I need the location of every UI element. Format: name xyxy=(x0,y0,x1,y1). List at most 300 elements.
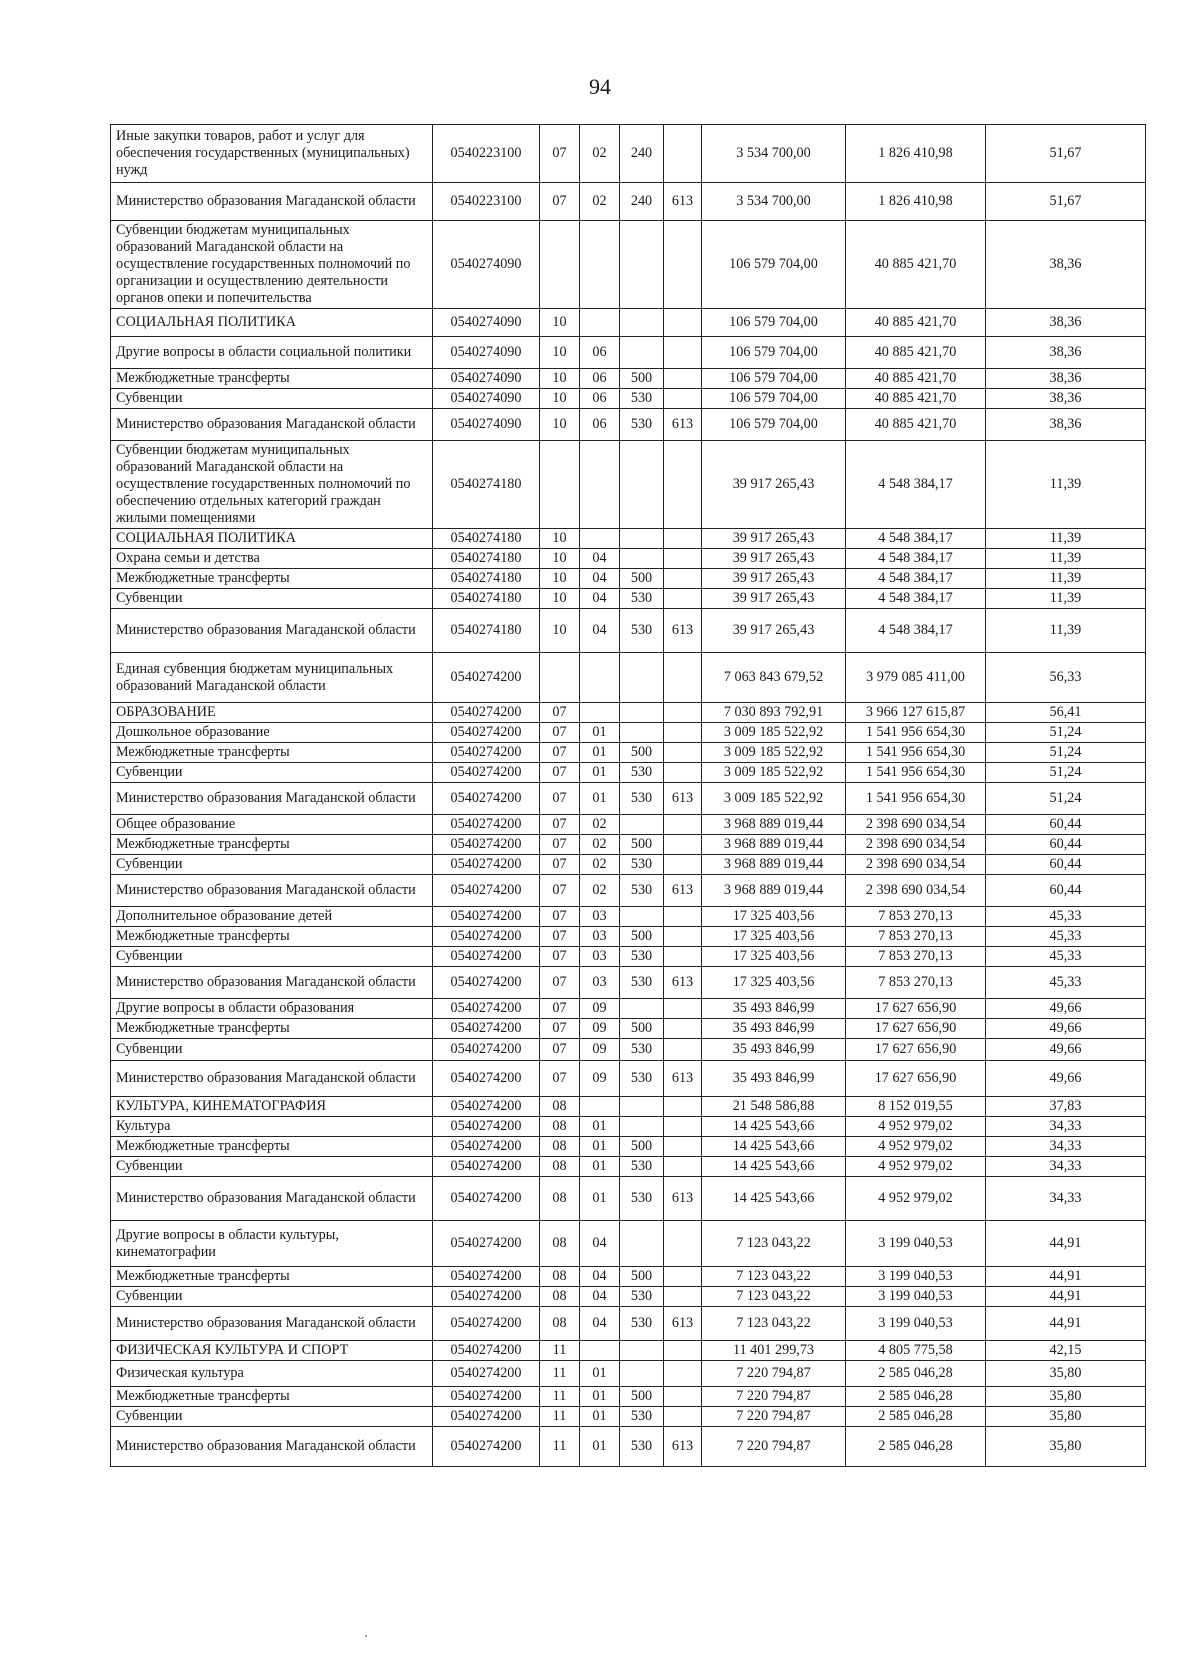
row-csr-code: 0540274200 xyxy=(433,1097,540,1117)
row-administrator-code xyxy=(664,1221,702,1267)
row-name: Субвенции бюджетам муниципальных образований Магаданской области на осуществление государственных полномочий по обеспечению отдельных категорий граждан жилыми помещениями xyxy=(111,441,433,529)
row-csr-code: 0540274200 xyxy=(433,1157,540,1177)
row-name: Субвенции xyxy=(111,1039,433,1061)
row-csr-code: 0540274200 xyxy=(433,1427,540,1467)
row-administrator-code xyxy=(664,815,702,835)
row-actual-amount: 2 398 690 034,54 xyxy=(846,875,986,907)
table-row xyxy=(111,389,1146,409)
row-expense-type xyxy=(620,1221,664,1267)
row-administrator-code xyxy=(664,1157,702,1177)
row-csr-code: 0540274200 xyxy=(433,1387,540,1407)
row-csr-code: 0540274090 xyxy=(433,337,540,369)
row-name: Министерство образования Магаданской области xyxy=(111,1307,433,1341)
row-csr-code: 0540274200 xyxy=(433,1407,540,1427)
row-administrator-code xyxy=(664,389,702,409)
row-expense-type xyxy=(620,549,664,569)
row-expense-type xyxy=(620,337,664,369)
row-section-code: 10 xyxy=(540,389,580,409)
row-administrator-code xyxy=(664,125,702,183)
row-plan-amount: 39 917 265,43 xyxy=(702,549,846,569)
table-row xyxy=(111,549,1146,569)
row-actual-amount: 4 548 384,17 xyxy=(846,529,986,549)
row-name: ОБРАЗОВАНИЕ xyxy=(111,703,433,723)
row-subsection-code: 01 xyxy=(580,1117,620,1137)
row-expense-type: 530 xyxy=(620,967,664,999)
table-row xyxy=(111,723,1146,743)
row-csr-code: 0540274200 xyxy=(433,927,540,947)
row-administrator-code: 613 xyxy=(664,409,702,441)
row-name: Единая субвенция бюджетам муниципальных образований Магаданской области xyxy=(111,653,433,703)
row-csr-code: 0540274180 xyxy=(433,529,540,549)
table-row xyxy=(111,1307,1146,1341)
row-actual-amount: 2 585 046,28 xyxy=(846,1387,986,1407)
row-subsection-code: 02 xyxy=(580,815,620,835)
row-section-code: 07 xyxy=(540,183,580,221)
row-section-code: 08 xyxy=(540,1287,580,1307)
table-row xyxy=(111,835,1146,855)
table-row xyxy=(111,1267,1146,1287)
row-name: Культура xyxy=(111,1117,433,1137)
row-plan-amount: 106 579 704,00 xyxy=(702,389,846,409)
row-name: Другие вопросы в области образования xyxy=(111,999,433,1019)
row-subsection-code: 01 xyxy=(580,1137,620,1157)
row-administrator-code xyxy=(664,999,702,1019)
row-actual-amount: 2 398 690 034,54 xyxy=(846,815,986,835)
row-name: Общее образование xyxy=(111,815,433,835)
row-csr-code: 0540274200 xyxy=(433,999,540,1019)
row-actual-amount: 4 548 384,17 xyxy=(846,569,986,589)
row-administrator-code xyxy=(664,1387,702,1407)
row-section-code: 10 xyxy=(540,569,580,589)
row-name: Межбюджетные трансферты xyxy=(111,927,433,947)
row-csr-code: 0540274200 xyxy=(433,947,540,967)
row-csr-code: 0540274090 xyxy=(433,409,540,441)
row-section-code: 07 xyxy=(540,967,580,999)
row-plan-amount: 7 123 043,22 xyxy=(702,1267,846,1287)
row-administrator-code: 613 xyxy=(664,609,702,653)
row-csr-code: 0540274200 xyxy=(433,855,540,875)
row-plan-amount: 21 548 586,88 xyxy=(702,1097,846,1117)
row-name: Дошкольное образование xyxy=(111,723,433,743)
row-percent: 34,33 xyxy=(986,1177,1146,1221)
row-actual-amount: 3 199 040,53 xyxy=(846,1221,986,1267)
row-percent: 38,36 xyxy=(986,221,1146,309)
row-subsection-code xyxy=(580,1341,620,1361)
row-section-code: 11 xyxy=(540,1341,580,1361)
row-section-code: 08 xyxy=(540,1307,580,1341)
table-row xyxy=(111,927,1146,947)
row-percent: 11,39 xyxy=(986,549,1146,569)
row-section-code: 07 xyxy=(540,1039,580,1061)
row-plan-amount: 3 968 889 019,44 xyxy=(702,815,846,835)
row-plan-amount: 3 009 185 522,92 xyxy=(702,743,846,763)
row-actual-amount: 40 885 421,70 xyxy=(846,369,986,389)
row-administrator-code xyxy=(664,1361,702,1387)
row-percent: 35,80 xyxy=(986,1361,1146,1387)
row-expense-type: 500 xyxy=(620,1267,664,1287)
row-administrator-code xyxy=(664,1097,702,1117)
row-expense-type: 530 xyxy=(620,783,664,815)
row-expense-type xyxy=(620,999,664,1019)
row-expense-type: 500 xyxy=(620,1137,664,1157)
row-section-code: 11 xyxy=(540,1407,580,1427)
row-administrator-code xyxy=(664,529,702,549)
row-plan-amount: 39 917 265,43 xyxy=(702,441,846,529)
row-actual-amount: 4 548 384,17 xyxy=(846,589,986,609)
row-expense-type: 530 xyxy=(620,389,664,409)
row-subsection-code: 02 xyxy=(580,125,620,183)
row-expense-type xyxy=(620,1117,664,1137)
row-name: Субвенции xyxy=(111,947,433,967)
table-row xyxy=(111,589,1146,609)
row-section-code: 10 xyxy=(540,609,580,653)
row-actual-amount: 1 541 956 654,30 xyxy=(846,783,986,815)
row-actual-amount: 4 805 775,58 xyxy=(846,1341,986,1361)
row-name: Межбюджетные трансферты xyxy=(111,1267,433,1287)
row-section-code: 07 xyxy=(540,723,580,743)
row-csr-code: 0540274200 xyxy=(433,835,540,855)
row-expense-type: 530 xyxy=(620,1407,664,1427)
row-plan-amount: 17 325 403,56 xyxy=(702,927,846,947)
row-subsection-code: 01 xyxy=(580,1177,620,1221)
row-plan-amount: 35 493 846,99 xyxy=(702,1039,846,1061)
table-row xyxy=(111,763,1146,783)
row-expense-type: 530 xyxy=(620,589,664,609)
table-body xyxy=(111,125,1146,1467)
row-subsection-code: 04 xyxy=(580,589,620,609)
row-subsection-code: 04 xyxy=(580,549,620,569)
row-actual-amount: 2 585 046,28 xyxy=(846,1407,986,1427)
row-administrator-code xyxy=(664,653,702,703)
row-percent: 51,67 xyxy=(986,125,1146,183)
row-plan-amount: 7 220 794,87 xyxy=(702,1387,846,1407)
row-actual-amount: 7 853 270,13 xyxy=(846,967,986,999)
row-actual-amount: 17 627 656,90 xyxy=(846,1019,986,1039)
row-plan-amount: 7 220 794,87 xyxy=(702,1407,846,1427)
row-subsection-code: 02 xyxy=(580,183,620,221)
row-percent: 49,66 xyxy=(986,1039,1146,1061)
row-expense-type: 500 xyxy=(620,743,664,763)
row-actual-amount: 1 541 956 654,30 xyxy=(846,763,986,783)
row-plan-amount: 3 009 185 522,92 xyxy=(702,763,846,783)
row-section-code: 07 xyxy=(540,743,580,763)
row-percent: 35,80 xyxy=(986,1387,1146,1407)
row-plan-amount: 3 009 185 522,92 xyxy=(702,783,846,815)
row-percent: 60,44 xyxy=(986,835,1146,855)
row-plan-amount: 106 579 704,00 xyxy=(702,409,846,441)
row-section-code: 07 xyxy=(540,907,580,927)
row-percent: 34,33 xyxy=(986,1157,1146,1177)
row-expense-type: 500 xyxy=(620,369,664,389)
row-administrator-code xyxy=(664,221,702,309)
row-percent: 11,39 xyxy=(986,529,1146,549)
row-percent: 60,44 xyxy=(986,855,1146,875)
row-section-code: 08 xyxy=(540,1267,580,1287)
row-section-code: 07 xyxy=(540,1061,580,1097)
row-subsection-code: 01 xyxy=(580,723,620,743)
row-subsection-code: 02 xyxy=(580,855,620,875)
row-subsection-code: 09 xyxy=(580,999,620,1019)
row-expense-type xyxy=(620,653,664,703)
row-actual-amount: 2 398 690 034,54 xyxy=(846,855,986,875)
row-name: Субвенции xyxy=(111,1287,433,1307)
row-csr-code: 0540274200 xyxy=(433,1341,540,1361)
row-percent: 45,33 xyxy=(986,947,1146,967)
row-actual-amount: 2 585 046,28 xyxy=(846,1361,986,1387)
row-subsection-code: 06 xyxy=(580,389,620,409)
row-plan-amount: 3 968 889 019,44 xyxy=(702,855,846,875)
row-plan-amount: 106 579 704,00 xyxy=(702,221,846,309)
row-actual-amount: 2 398 690 034,54 xyxy=(846,835,986,855)
row-expense-type: 530 xyxy=(620,763,664,783)
row-section-code: 10 xyxy=(540,309,580,337)
row-name: Межбюджетные трансферты xyxy=(111,1387,433,1407)
row-percent: 38,36 xyxy=(986,309,1146,337)
row-percent: 49,66 xyxy=(986,1061,1146,1097)
row-percent: 11,39 xyxy=(986,609,1146,653)
row-section-code: 10 xyxy=(540,529,580,549)
row-name: Субвенции xyxy=(111,1157,433,1177)
row-percent: 49,66 xyxy=(986,999,1146,1019)
row-actual-amount: 4 952 979,02 xyxy=(846,1157,986,1177)
row-percent: 44,91 xyxy=(986,1307,1146,1341)
row-actual-amount: 4 952 979,02 xyxy=(846,1177,986,1221)
row-section-code: 08 xyxy=(540,1137,580,1157)
row-name: Межбюджетные трансферты xyxy=(111,569,433,589)
row-administrator-code: 613 xyxy=(664,783,702,815)
row-expense-type: 530 xyxy=(620,1287,664,1307)
row-actual-amount: 3 199 040,53 xyxy=(846,1307,986,1341)
row-percent: 38,36 xyxy=(986,369,1146,389)
row-subsection-code: 03 xyxy=(580,927,620,947)
table-row xyxy=(111,1427,1146,1467)
row-csr-code: 0540274200 xyxy=(433,815,540,835)
row-expense-type: 240 xyxy=(620,183,664,221)
row-percent: 60,44 xyxy=(986,875,1146,907)
row-section-code: 07 xyxy=(540,815,580,835)
table-row xyxy=(111,1097,1146,1117)
row-expense-type: 530 xyxy=(620,875,664,907)
row-actual-amount: 1 826 410,98 xyxy=(846,125,986,183)
row-name: Министерство образования Магаданской области xyxy=(111,409,433,441)
row-administrator-code xyxy=(664,1267,702,1287)
row-expense-type: 530 xyxy=(620,1039,664,1061)
row-subsection-code: 06 xyxy=(580,369,620,389)
row-subsection-code: 06 xyxy=(580,409,620,441)
table-row xyxy=(111,743,1146,763)
row-subsection-code: 01 xyxy=(580,743,620,763)
row-subsection-code: 03 xyxy=(580,907,620,927)
row-plan-amount: 39 917 265,43 xyxy=(702,569,846,589)
row-section-code: 10 xyxy=(540,369,580,389)
row-name: КУЛЬТУРА, КИНЕМАТОГРАФИЯ xyxy=(111,1097,433,1117)
row-administrator-code xyxy=(664,763,702,783)
row-name: Субвенции xyxy=(111,589,433,609)
row-plan-amount: 14 425 543,66 xyxy=(702,1157,846,1177)
row-plan-amount: 7 220 794,87 xyxy=(702,1427,846,1467)
row-section-code xyxy=(540,653,580,703)
row-subsection-code xyxy=(580,653,620,703)
row-administrator-code: 613 xyxy=(664,967,702,999)
row-administrator-code xyxy=(664,1117,702,1137)
row-percent: 51,24 xyxy=(986,743,1146,763)
row-subsection-code xyxy=(580,529,620,549)
row-section-code: 07 xyxy=(540,703,580,723)
row-subsection-code: 01 xyxy=(580,783,620,815)
row-name: Министерство образования Магаданской области xyxy=(111,1177,433,1221)
row-expense-type: 500 xyxy=(620,569,664,589)
row-csr-code: 0540274200 xyxy=(433,653,540,703)
row-section-code: 08 xyxy=(540,1157,580,1177)
row-actual-amount: 40 885 421,70 xyxy=(846,389,986,409)
row-csr-code: 0540274200 xyxy=(433,1117,540,1137)
scan-speck xyxy=(365,1635,367,1637)
row-plan-amount: 14 425 543,66 xyxy=(702,1137,846,1157)
row-actual-amount: 3 979 085 411,00 xyxy=(846,653,986,703)
row-percent: 38,36 xyxy=(986,409,1146,441)
row-subsection-code xyxy=(580,1097,620,1117)
row-actual-amount: 8 152 019,55 xyxy=(846,1097,986,1117)
row-subsection-code xyxy=(580,441,620,529)
row-percent: 34,33 xyxy=(986,1137,1146,1157)
row-administrator-code xyxy=(664,337,702,369)
row-section-code: 10 xyxy=(540,337,580,369)
row-administrator-code xyxy=(664,1019,702,1039)
row-section-code: 07 xyxy=(540,1019,580,1039)
row-name: Межбюджетные трансферты xyxy=(111,835,433,855)
row-csr-code: 0540274090 xyxy=(433,309,540,337)
row-percent: 51,24 xyxy=(986,763,1146,783)
row-expense-type xyxy=(620,703,664,723)
row-administrator-code xyxy=(664,549,702,569)
row-csr-code: 0540274090 xyxy=(433,221,540,309)
row-subsection-code: 04 xyxy=(580,1287,620,1307)
row-csr-code: 0540274200 xyxy=(433,723,540,743)
row-subsection-code xyxy=(580,703,620,723)
row-plan-amount: 35 493 846,99 xyxy=(702,1019,846,1039)
row-csr-code: 0540274200 xyxy=(433,1287,540,1307)
row-name: Межбюджетные трансферты xyxy=(111,1019,433,1039)
row-subsection-code xyxy=(580,309,620,337)
row-expense-type: 530 xyxy=(620,947,664,967)
row-plan-amount: 7 123 043,22 xyxy=(702,1307,846,1341)
table-row xyxy=(111,907,1146,927)
row-subsection-code: 02 xyxy=(580,875,620,907)
row-expense-type xyxy=(620,907,664,927)
row-actual-amount: 3 199 040,53 xyxy=(846,1267,986,1287)
row-percent: 11,39 xyxy=(986,589,1146,609)
row-name: Министерство образования Магаданской области xyxy=(111,183,433,221)
row-name: СОЦИАЛЬНАЯ ПОЛИТИКА xyxy=(111,529,433,549)
row-name: Министерство образования Магаданской области xyxy=(111,1061,433,1097)
page-number: 94 xyxy=(589,74,611,99)
table-row xyxy=(111,1137,1146,1157)
table-row xyxy=(111,947,1146,967)
row-administrator-code xyxy=(664,1039,702,1061)
row-plan-amount: 7 220 794,87 xyxy=(702,1361,846,1387)
row-percent: 35,80 xyxy=(986,1407,1146,1427)
table-row xyxy=(111,1019,1146,1039)
row-administrator-code xyxy=(664,441,702,529)
row-expense-type xyxy=(620,441,664,529)
row-section-code: 07 xyxy=(540,999,580,1019)
table-row xyxy=(111,783,1146,815)
row-subsection-code: 01 xyxy=(580,1387,620,1407)
row-name: Дополнительное образование детей xyxy=(111,907,433,927)
table-row xyxy=(111,1117,1146,1137)
table-row xyxy=(111,183,1146,221)
row-subsection-code: 04 xyxy=(580,1221,620,1267)
row-section-code: 10 xyxy=(540,409,580,441)
row-expense-type: 530 xyxy=(620,855,664,875)
row-expense-type: 500 xyxy=(620,927,664,947)
row-subsection-code: 01 xyxy=(580,1361,620,1387)
row-actual-amount: 4 952 979,02 xyxy=(846,1117,986,1137)
row-percent: 45,33 xyxy=(986,927,1146,947)
row-section-code: 10 xyxy=(540,589,580,609)
table-row xyxy=(111,441,1146,529)
row-subsection-code: 03 xyxy=(580,947,620,967)
row-section-code: 08 xyxy=(540,1117,580,1137)
row-expense-type xyxy=(620,1341,664,1361)
row-expense-type xyxy=(620,815,664,835)
row-expense-type xyxy=(620,529,664,549)
table-row xyxy=(111,125,1146,183)
row-plan-amount: 3 009 185 522,92 xyxy=(702,723,846,743)
row-percent: 60,44 xyxy=(986,815,1146,835)
row-plan-amount: 7 030 893 792,91 xyxy=(702,703,846,723)
row-administrator-code: 613 xyxy=(664,1177,702,1221)
row-section-code: 07 xyxy=(540,763,580,783)
row-percent: 34,33 xyxy=(986,1117,1146,1137)
row-expense-type: 240 xyxy=(620,125,664,183)
row-percent: 11,39 xyxy=(986,441,1146,529)
row-percent: 56,41 xyxy=(986,703,1146,723)
table-row xyxy=(111,1039,1146,1061)
row-name: Межбюджетные трансферты xyxy=(111,1137,433,1157)
row-name: Иные закупки товаров, работ и услуг для обеспечения государственных (муниципальных) нужд xyxy=(111,125,433,183)
row-administrator-code xyxy=(664,1137,702,1157)
row-plan-amount: 39 917 265,43 xyxy=(702,609,846,653)
row-name: Охрана семьи и детства xyxy=(111,549,433,569)
row-subsection-code: 04 xyxy=(580,1307,620,1341)
row-csr-code: 0540274200 xyxy=(433,783,540,815)
row-percent: 42,15 xyxy=(986,1341,1146,1361)
row-csr-code: 0540223100 xyxy=(433,183,540,221)
row-actual-amount: 40 885 421,70 xyxy=(846,221,986,309)
row-plan-amount: 17 325 403,56 xyxy=(702,947,846,967)
table-row xyxy=(111,1061,1146,1097)
row-actual-amount: 1 541 956 654,30 xyxy=(846,743,986,763)
row-subsection-code: 04 xyxy=(580,609,620,653)
row-percent: 38,36 xyxy=(986,389,1146,409)
row-name: Субвенции xyxy=(111,389,433,409)
row-percent: 44,91 xyxy=(986,1267,1146,1287)
table-row xyxy=(111,1361,1146,1387)
row-administrator-code xyxy=(664,743,702,763)
row-expense-type: 500 xyxy=(620,1387,664,1407)
row-csr-code: 0540274200 xyxy=(433,1267,540,1287)
row-section-code: 08 xyxy=(540,1177,580,1221)
table-row xyxy=(111,815,1146,835)
row-plan-amount: 7 123 043,22 xyxy=(702,1221,846,1267)
row-csr-code: 0540274200 xyxy=(433,1307,540,1341)
row-expense-type xyxy=(620,221,664,309)
row-expense-type: 530 xyxy=(620,409,664,441)
row-administrator-code xyxy=(664,309,702,337)
row-csr-code: 0540274090 xyxy=(433,369,540,389)
table-row xyxy=(111,609,1146,653)
